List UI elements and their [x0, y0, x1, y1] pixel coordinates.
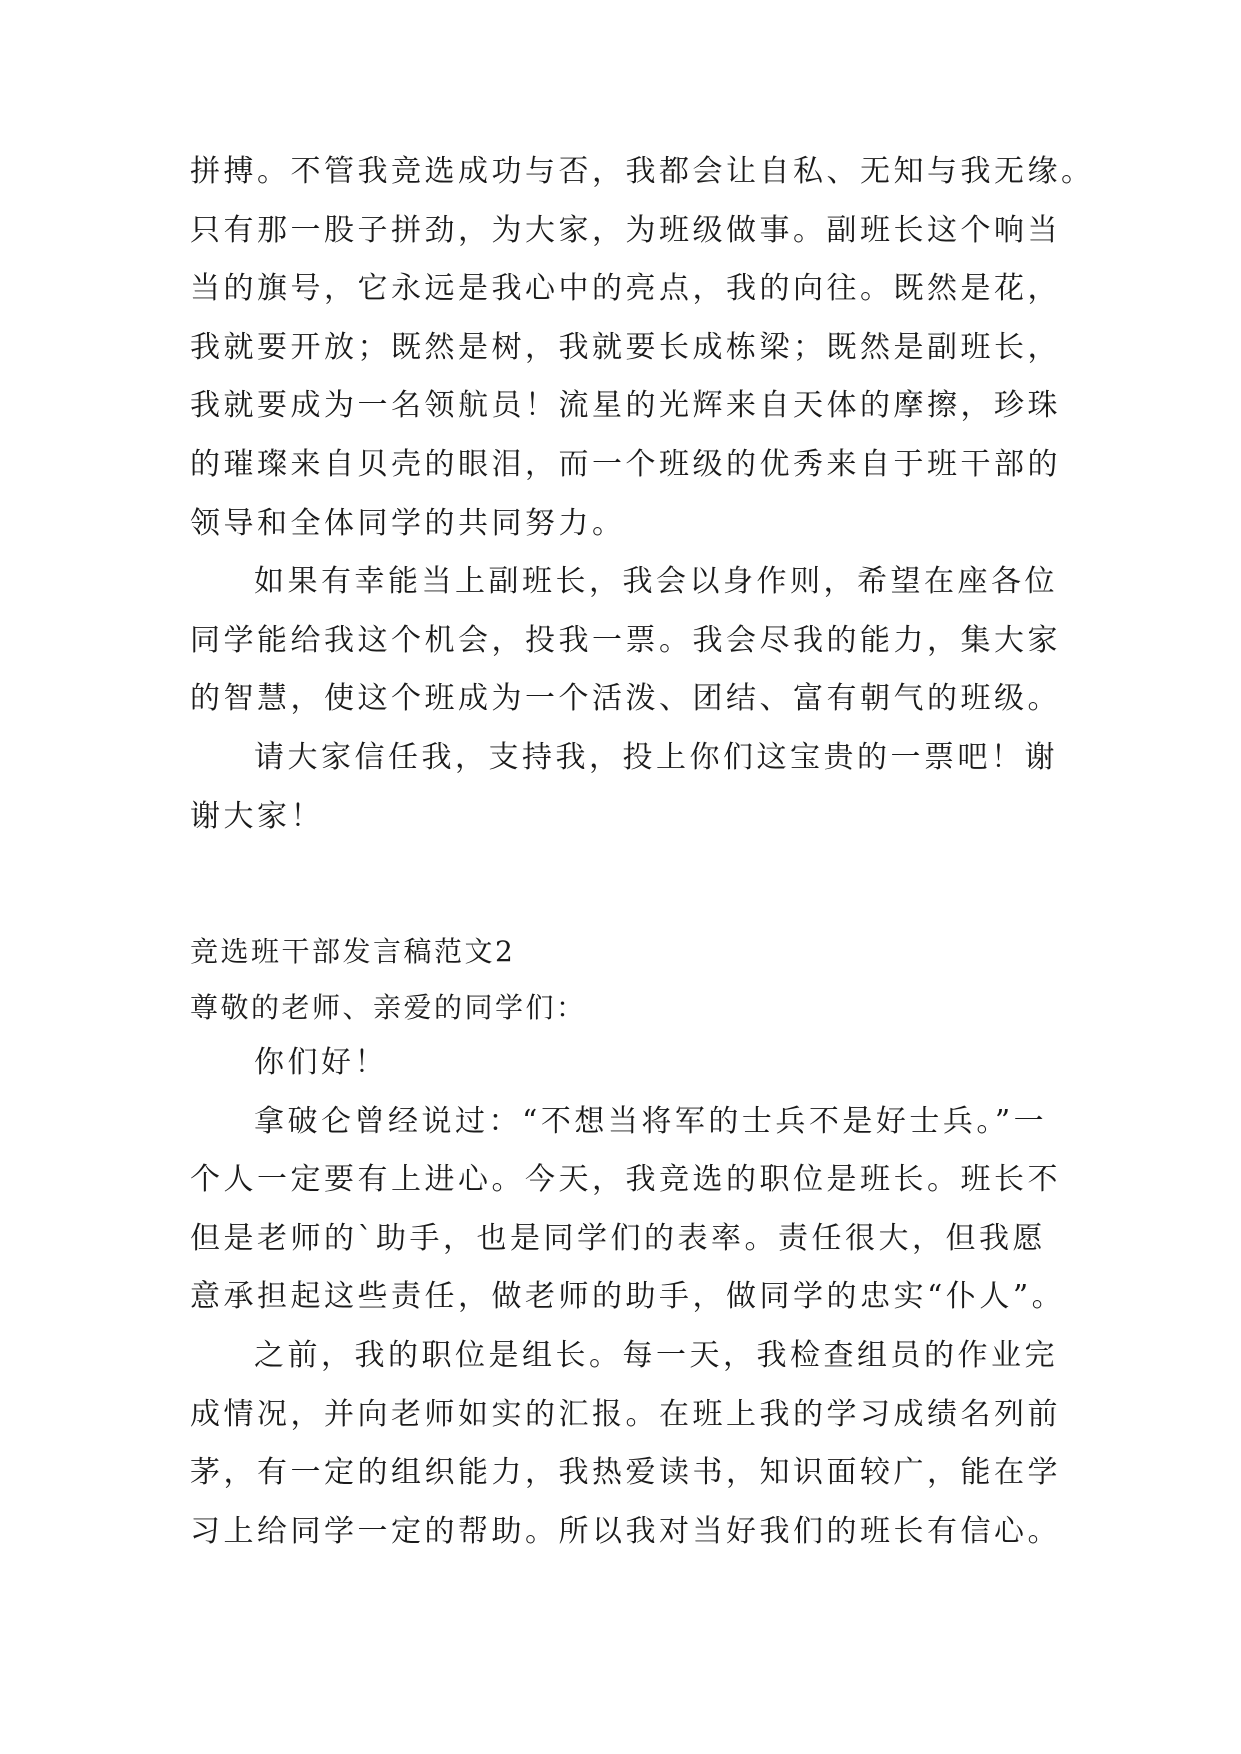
paragraph-line: 谢大家！	[190, 798, 324, 834]
paragraph-line: 领导和全体同学的共同努力。	[190, 505, 626, 541]
paragraph-line: 之前，我的职位是组长。每一天，我检查组员的作业完	[254, 1337, 1058, 1373]
greeting: 你们好！	[254, 1045, 388, 1080]
paragraph-line: 意承担起这些责任，做老师的助手，做同学的忠实“仆人”。	[190, 1279, 1066, 1315]
paragraph-line: 请大家信任我，支持我，投上你们这宝贵的一票吧！谢	[254, 739, 1058, 775]
paragraph-line: 拿破仑曾经说过：“不想当将军的士兵不是好士兵。”一	[254, 1103, 1048, 1139]
paragraph-line: 我就要开放；既然是树，我就要长成栋梁；既然是副班长，	[190, 329, 1061, 365]
paragraph-line: 我就要成为一名领航员！流星的光辉来自天体的摩擦，珍珠	[190, 388, 1061, 424]
paragraph-line: 个人一定要有上进心。今天，我竞选的职位是班长。班长不	[190, 1162, 1061, 1198]
paragraph-line: 习上给同学一定的帮助。所以我对当好我们的班长有信心。	[190, 1513, 1061, 1549]
paragraph-line: 茅，有一定的组织能力，我热爱读书，知识面较广，能在学	[190, 1455, 1061, 1491]
salutation: 尊敬的老师、亲爱的同学们：	[190, 991, 587, 1024]
speech-1-continuation	[190, 143, 1095, 846]
paragraph-line: 成情况，并向老师如实的汇报。在班上我的学习成绩名列前	[190, 1396, 1061, 1432]
paragraph-line: 如果有幸能当上副班长，我会以身作则，希望在座各位	[254, 564, 1058, 600]
paragraph-line: 的智慧，使这个班成为一个活泼、团结、富有朝气的班级。	[190, 681, 1061, 717]
paragraph-line: 当的旗号，它永远是我心中的亮点，我的向往。既然是花，	[190, 271, 1061, 307]
paragraph-line: 同学能给我这个机会，投我一票。我会尽我的能力，集大家	[190, 622, 1061, 658]
paragraph-line: 只有那一股子拼劲，为大家，为班级做事。副班长这个响当	[190, 212, 1061, 248]
section-title: 竞选班干部发言稿范文2	[190, 935, 516, 968]
speech-2-header	[190, 924, 1070, 1036]
paragraph-line: 的璀璨来自贝壳的眼泪，而一个班级的优秀来自于班干部的	[190, 446, 1061, 482]
paragraph-line: 但是老师的`助手，也是同学们的表率。责任很大，但我愿	[190, 1220, 1046, 1256]
speech-2-body	[190, 1034, 1070, 1561]
paragraph-line: 拼搏。不管我竞选成功与否，我都会让自私、无知与我无缘。	[190, 154, 1095, 189]
